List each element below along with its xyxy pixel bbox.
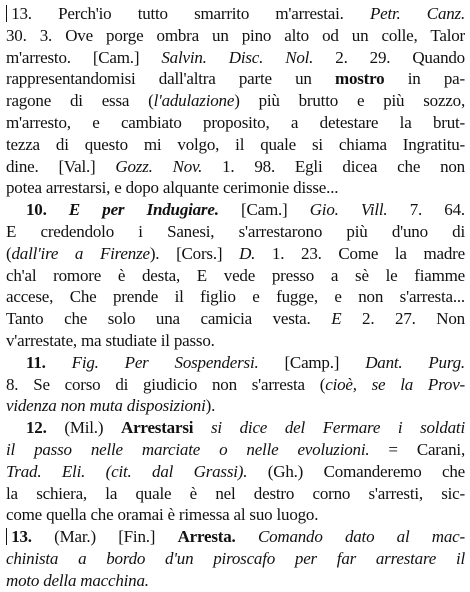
text-line: dine. [Val.] Gozz. Nov. 1. 98. Egli dicea che non [6,156,465,176]
text-line: moto della macchina. [6,570,149,590]
entry-12-heading: 12. (Mil.) Arrestarsi si dice del Fermare i soldati [26,418,465,438]
text-line: Trad. Eli. (cit. dal Grassi). (Gh.) Comanderemo che [6,461,465,481]
text-line: m'arresto. [Cam.] Salvin. Disc. Nol. 2. 29. Quando [6,47,465,67]
text-line: v'arrestate, ma studiate il passo. [6,330,215,350]
text-line: chinista a bordo d'un piroscafo per far arrestare il [6,548,465,568]
text-line: la schiera, la quale è nel destro corno s'arresti, sic- [6,483,465,503]
citation: E [331,309,342,329]
column-rule [6,528,7,545]
text-line: Tanto che solo una camicia vesta. E 2. 27. Non [6,309,465,329]
entry-11-heading: 11. Fig. Per Sospendersi. [Camp.] Dant. Purg. [26,352,465,372]
text-line [6,3,465,25]
text-line: (dall'ire a Firenze). [Cors.] D. 1. 23. Come la madre [6,243,465,263]
text-line: m'arresto, e cambiato proposito, a detestare la brut- [6,112,465,132]
citation: Dant. Purg. [365,352,465,372]
entry-number: 10. [26,200,47,220]
entry-number: 13. [11,4,32,23]
headword: Arrestarsi [121,418,194,438]
citation: Petr. Canz. [369,4,465,23]
quote-text: Perch'io tutto smarrito m'arrestai. [58,4,344,23]
citation: Salvin. Disc. Nol. [161,47,314,67]
column-rule [6,5,7,22]
text-line: potea arrestarsi, e dopo alquante cerimonie disse... [6,178,339,198]
entry-13-heading: 13. (Mar.) [Fin.] Arresta. Comando dato al mac- [6,526,465,548]
citation: Gio. Vill. [309,200,388,220]
text-line: accese, Che prende il figlio e fugge, e non s'arresta... [6,287,465,307]
text-line: il passo nelle marciate o nelle evoluzioni. = Carani, [6,439,465,459]
text-line: videnza non muta disposizioni). [6,396,216,416]
definition: E per Indugiare. [68,200,219,220]
text-line: ragone di essa (l'adulazione) più brutto e più sozzo, [6,91,465,111]
entry-10-heading: 10. E per Indugiare. [Cam.] Gio. Vill. 7. 64. [26,200,465,220]
citation: D. [239,243,256,263]
citation: Gozz. Nov. [115,156,203,176]
text-line: 8. Se corso di giudicio non s'arresta (cioè, se la Prov- [6,374,465,394]
text-line: tezza di questo mi volgo, il quale si chiama Ingratitu- [6,134,465,154]
entry-number: 13. [11,527,32,547]
text-line: ch'al romore è desta, E vede presso a sè le fiamme [6,265,465,285]
entry-number: 12. [26,418,47,438]
entry-number: 11. [26,352,46,372]
text-line: E credendolo i Sanesi, s'arrestarono più d'uno di [6,221,465,241]
text-line: come quella che oramai è rimessa al suo luogo. [6,505,319,525]
definition: Fig. Per Sospendersi. [71,352,259,372]
text-line: rappresentandomisi dall'altra parte un mostro in pa- [6,69,465,89]
headword: Arresta. [177,527,236,547]
text-line: 30. 3. Ove porge ombra un pino alto od un colle, Talor [6,25,465,45]
